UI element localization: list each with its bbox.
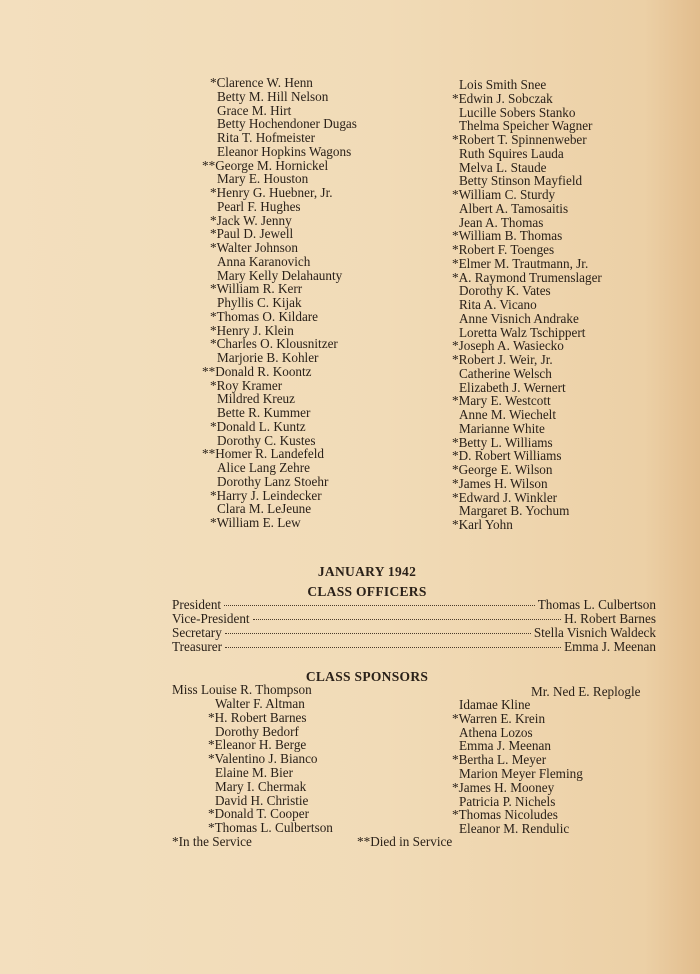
list-item: Jean A. Thomas: [459, 214, 544, 230]
sponsor-item: Idamae Kline: [459, 697, 531, 712]
list-item: Phyllis C. Kijak: [217, 295, 302, 310]
officer-name: Emma J. Meenan: [564, 639, 656, 654]
list-item: Clara M. LeJeune: [217, 501, 312, 517]
list-item: *Betty L. Williams: [452, 434, 553, 450]
list-item: *Harry J. Leindecker: [210, 487, 322, 503]
list-item: Loretta Walz Tschippert: [459, 324, 586, 340]
officer-title: Secretary: [172, 625, 222, 640]
list-item: Mary E. Houston: [217, 171, 309, 187]
officer-row: [172, 626, 656, 640]
sponsor-item: Mary I. Chermak: [215, 778, 307, 794]
sponsor-item: Emma J. Meenan: [459, 738, 551, 754]
list-item: Marjorie B. Kohler: [217, 350, 319, 365]
list-item: *Edward J. Winkler: [452, 489, 558, 505]
dot-leader: [224, 605, 535, 606]
sponsor-item: *Eleanor H. Berge: [208, 737, 307, 753]
list-item: *Joseph A. Wasiecko: [452, 338, 564, 354]
list-item: Mildred Kreuz: [217, 391, 295, 407]
list-item: Margaret B. Yochum: [459, 503, 570, 519]
list-item: Grace M. Hirt: [217, 102, 292, 118]
list-item: *Robert J. Weir, Jr.: [452, 352, 553, 367]
list-item: *George E. Wilson: [452, 462, 553, 477]
list-item: *Robert F. Toenges: [452, 242, 555, 257]
list-item: *Donald L. Kuntz: [210, 418, 306, 434]
sponsor-item: *Bertha L. Meyer: [452, 752, 547, 768]
list-item: *Henry J. Klein: [210, 322, 294, 338]
names-left-column: [202, 75, 357, 530]
list-item: *Karl Yohn: [452, 517, 513, 532]
list-item: Lois Smith Snee: [459, 77, 547, 92]
list-item: Rita T. Hofmeister: [217, 130, 316, 145]
dot-leader: [253, 619, 561, 620]
list-item: Bette R. Kummer: [217, 405, 311, 420]
sponsor-item: Elaine M. Bier: [215, 764, 294, 780]
list-item: Ruth Squires Lauda: [459, 145, 564, 161]
sponsor-item: David H. Christie: [215, 792, 309, 808]
officer-name: Thomas L. Culbertson: [537, 597, 656, 612]
list-item: *A. Raymond Trumenslager: [452, 269, 602, 285]
list-item: Pearl F. Hughes: [217, 198, 301, 214]
list-item: *Edwin J. Sobczak: [452, 90, 553, 106]
section-heading: JANUARY 1942: [317, 564, 417, 579]
list-item: **Donald R. Koontz: [202, 363, 312, 379]
list-item: *Thomas O. Kildare: [210, 308, 319, 324]
sponsor-item: *Valentino J. Bianco: [208, 751, 318, 767]
sponsor-item: *H. Robert Barnes: [208, 709, 307, 725]
sponsor-item: Eleanor M. Rendulic: [459, 821, 570, 837]
list-item: *Mary E. Westcott: [452, 393, 551, 409]
list-item: Anna Karanovich: [217, 253, 311, 269]
list-item: Dorothy Lanz Stoehr: [217, 473, 329, 489]
list-item: Dorothy K. Vates: [459, 283, 551, 299]
list-item: Lucille Sobers Stanko: [459, 104, 576, 120]
sponsors-heading: CLASS SPONSORS: [305, 669, 429, 684]
list-item: Thelma Speicher Wagner: [459, 118, 593, 134]
list-item: Marianne White: [459, 420, 545, 436]
list-item: *Jack W. Jenny: [210, 212, 292, 228]
sponsors-right-list: [452, 698, 583, 836]
list-item: *William C. Sturdy: [452, 187, 556, 202]
list-item: *William E. Lew: [210, 515, 301, 530]
sponsor-lead-right: Mr. Ned E. Replogle: [531, 684, 641, 699]
list-item: *William R. Kerr: [210, 281, 303, 297]
list-item: *James H. Wilson: [452, 475, 548, 491]
sponsor-item: *Thomas Nicoludes: [452, 807, 558, 823]
list-item: Rita A. Vicano: [459, 297, 537, 312]
list-item: Betty M. Hill Nelson: [217, 88, 329, 104]
list-item: Betty Hochendoner Dugas: [217, 116, 357, 132]
sponsor-item: *Thomas L. Culbertson: [208, 820, 333, 836]
sponsor-item: Dorothy Bedorf: [215, 723, 299, 739]
sponsor-item: *James H. Mooney: [452, 779, 555, 795]
list-item: *Clarence W. Henn: [210, 75, 313, 90]
list-item: Alice Lang Zehre: [217, 460, 310, 475]
officer-name: Stella Visnich Waldeck: [533, 625, 656, 640]
sponsor-item: *Donald T. Cooper: [208, 806, 309, 822]
list-item: Anne M. Wiechelt: [459, 407, 557, 422]
officer-row: [172, 640, 656, 654]
list-item: *Charles O. Klousnitzer: [210, 336, 338, 352]
officer-title: Treasurer: [172, 639, 223, 654]
names-right-column: [452, 78, 602, 532]
sponsor-item: *Warren E. Krein: [452, 710, 546, 726]
list-item: **George M. Hornickel: [202, 157, 329, 173]
list-item: Betty Stinson Mayfield: [459, 173, 583, 189]
officer-name: H. Robert Barnes: [564, 611, 656, 626]
list-item: Dorothy C. Kustes: [217, 432, 316, 448]
footnote-in-service: *In the Service: [172, 834, 252, 849]
officer-row: [172, 598, 656, 612]
list-item: Albert A. Tamosaitis: [459, 200, 569, 216]
list-item: *D. Robert Williams: [452, 448, 562, 464]
sponsors-left-list: [208, 697, 333, 835]
officer-row: [172, 612, 656, 626]
list-item: *Robert T. Spinnenweber: [452, 132, 587, 147]
list-item: *Roy Kramer: [210, 377, 283, 393]
list-item: *Walter Johnson: [210, 240, 298, 255]
dot-leader: [225, 647, 561, 648]
list-item: Eleanor Hopkins Wagons: [217, 143, 352, 159]
footnote-died-in-service: **Died in Service: [357, 834, 453, 849]
sponsor-item: Patricia P. Nichels: [459, 793, 556, 809]
list-item: Mary Kelly Delahaunty: [217, 267, 343, 283]
list-item: Melva L. Staude: [459, 159, 547, 175]
list-item: *William B. Thomas: [452, 228, 563, 244]
list-item: Anne Visnich Andrake: [459, 310, 579, 326]
list-item: *Elmer M. Trautmann, Jr.: [452, 255, 589, 271]
officer-title: Vice-President: [172, 611, 250, 626]
sponsor-item: Athena Lozos: [459, 724, 533, 740]
officer-title: President: [172, 597, 222, 612]
officers-heading: CLASS OFFICERS: [307, 584, 427, 599]
sponsor-lead-left: Miss Louise R. Thompson: [172, 682, 312, 697]
sponsor-item: Marion Meyer Fleming: [459, 765, 583, 781]
list-item: *Henry G. Huebner, Jr.: [210, 185, 333, 200]
list-item: **Homer R. Landefeld: [202, 446, 324, 462]
sponsor-item: Walter F. Altman: [215, 696, 305, 711]
dot-leader: [225, 633, 531, 634]
list-item: *Paul D. Jewell: [210, 226, 294, 242]
list-item: Catherine Welsch: [459, 365, 552, 381]
list-item: Elizabeth J. Wernert: [459, 379, 566, 395]
